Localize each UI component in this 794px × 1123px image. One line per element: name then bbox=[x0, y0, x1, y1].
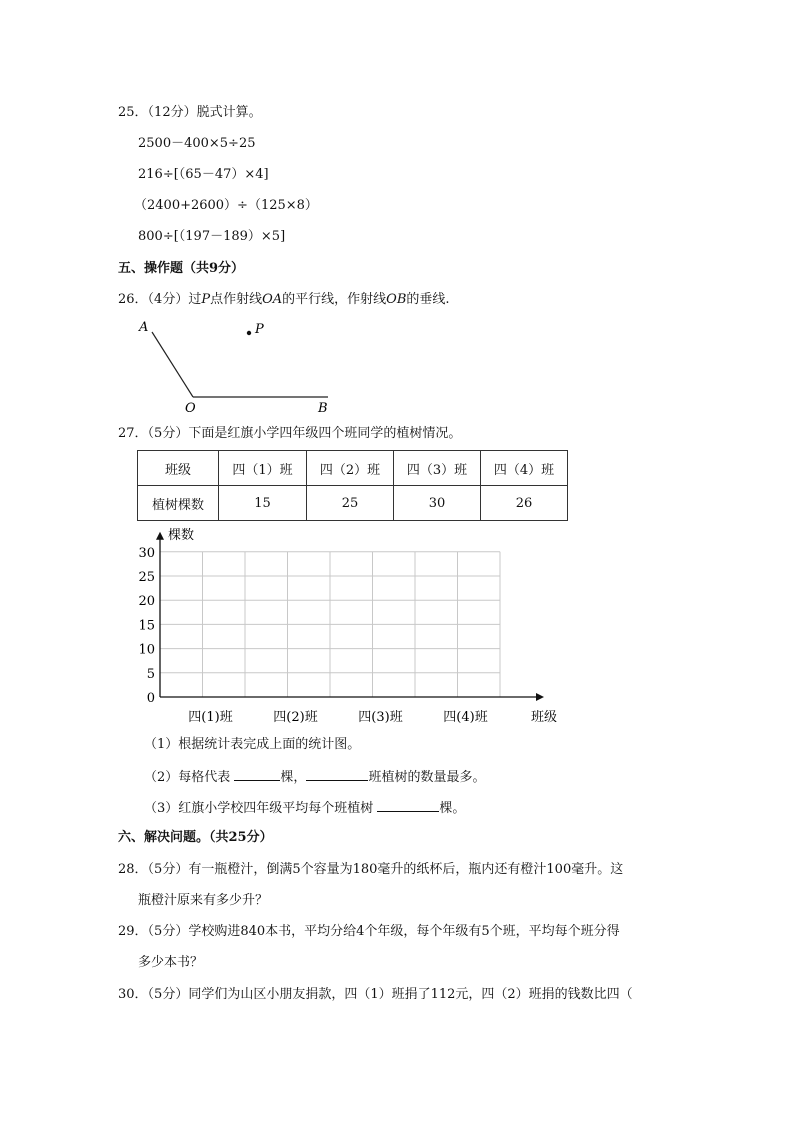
q26-point-p: P bbox=[201, 292, 211, 307]
table-cell: 30 bbox=[394, 486, 481, 521]
q29-line-1: 29．（5分）学校购进840本书，平均分给4个年级，每个年级有5个班，平均每个班分得 bbox=[118, 924, 620, 939]
table-row-label: 植树棵数 bbox=[138, 486, 219, 521]
x-axis-arrow bbox=[536, 693, 544, 701]
y-tick-label: 5 bbox=[146, 666, 155, 682]
x-category-label: 四(3)班 bbox=[358, 710, 403, 725]
q27-sub2-c: 班植树的数量最多。 bbox=[368, 770, 486, 785]
table-cell: 15 bbox=[219, 486, 307, 521]
q30-line-1: 30．（5分）同学们为山区小朋友捐款，四（1）班捐了112元，四（2）班捐的钱数比四（ bbox=[118, 987, 633, 1002]
q26-text bbox=[118, 291, 450, 309]
q27-sub2 bbox=[144, 767, 485, 787]
q26-ray-ob: OB bbox=[386, 292, 407, 307]
table-header-cell: 四（4）班 bbox=[481, 451, 568, 486]
q26-suffix: 的垂线. bbox=[406, 292, 450, 307]
x-category-label: 四(2)班 bbox=[273, 710, 318, 725]
y-tick-label: 30 bbox=[138, 545, 155, 561]
label-b: B bbox=[318, 401, 328, 416]
q26-angle-figure bbox=[136, 316, 336, 416]
table-header-row bbox=[138, 451, 568, 486]
y-tick-label: 25 bbox=[138, 570, 155, 585]
y-axis-arrow bbox=[156, 532, 164, 540]
section-6-title: 六、解决问题。（共25分） bbox=[118, 830, 273, 845]
ray-oa bbox=[152, 332, 193, 397]
label-p: P bbox=[255, 322, 264, 337]
answer-blank-average[interactable] bbox=[377, 798, 439, 812]
q26-ray-oa: OA bbox=[262, 292, 283, 307]
table-row bbox=[138, 486, 568, 521]
table-header-cell: 四（3）班 bbox=[394, 451, 481, 486]
label-a: A bbox=[139, 320, 149, 335]
point-p bbox=[247, 331, 251, 335]
table-cell: 26 bbox=[481, 486, 568, 521]
answer-blank-per-grid[interactable] bbox=[234, 767, 280, 781]
q27-header: 27．（5分）下面是红旗小学四年级四个班同学的植树情况。 bbox=[118, 426, 462, 441]
planting-table bbox=[137, 450, 568, 521]
q29-line-2: 多少本书？ bbox=[138, 955, 204, 970]
q25-expression-3: （2400+2600）÷（125×8） bbox=[134, 198, 318, 213]
q25-expression-2: 216÷[（65－47）×4] bbox=[138, 167, 269, 182]
y-tick-label: 20 bbox=[138, 594, 155, 610]
x-category-label: 四(4)班 bbox=[443, 710, 488, 725]
table-header-cell: 班级 bbox=[138, 451, 219, 486]
q27-sub1: （1）根据统计表完成上面的统计图。 bbox=[144, 737, 361, 752]
answer-blank-most-class[interactable] bbox=[306, 767, 368, 781]
q26-mid1: 点作射线 bbox=[210, 292, 263, 307]
section-5-title: 五、操作题（共9分） bbox=[118, 261, 245, 276]
bar-chart-grid[interactable] bbox=[130, 525, 560, 725]
x-axis-title: 班级 bbox=[530, 710, 558, 725]
y-tick-label: 15 bbox=[138, 618, 155, 634]
table-header-cell: 四（1）班 bbox=[219, 451, 307, 486]
table-header-cell: 四（2）班 bbox=[307, 451, 394, 486]
table-cell: 25 bbox=[307, 486, 394, 521]
q25-expression-4: 800÷[（197－189）×5] bbox=[138, 229, 286, 244]
q25-header: 25．（12分）脱式计算。 bbox=[118, 105, 262, 120]
q26-mid2: 的平行线，作射线 bbox=[282, 292, 387, 307]
y-tick-label: 0 bbox=[146, 691, 155, 706]
q26-prefix: 26．（4分）过 bbox=[118, 292, 202, 307]
q27-sub3-b: 棵。 bbox=[439, 801, 466, 816]
q28-line-2: 瓶橙汁原来有多少升？ bbox=[138, 893, 269, 908]
q25-expression-1: 2500－400×5÷25 bbox=[138, 136, 256, 151]
q27-sub3 bbox=[144, 798, 465, 818]
y-axis-title: 棵数 bbox=[168, 528, 195, 543]
y-tick-label: 10 bbox=[138, 642, 155, 658]
q28-line-1: 28．（5分）有一瓶橙汁，倒满5个容量为180毫升的纸杯后，瓶内还有橙汁100毫升。这 bbox=[118, 862, 624, 877]
q27-sub3-a: （3）红旗小学校四年级平均每个班植树 bbox=[144, 801, 374, 816]
q27-sub2-b: 棵， bbox=[280, 770, 307, 785]
q27-sub2-a: （2）每格代表 bbox=[144, 770, 231, 785]
label-o: O bbox=[185, 401, 196, 416]
x-category-label: 四(1)班 bbox=[188, 710, 233, 725]
